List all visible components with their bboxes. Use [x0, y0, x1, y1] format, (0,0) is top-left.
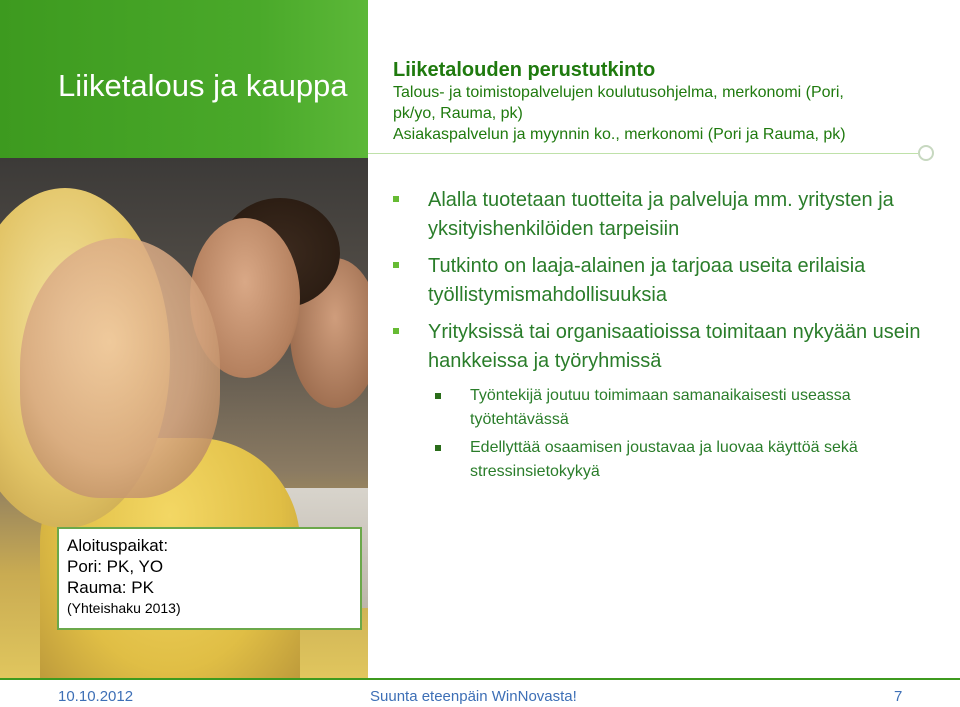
bullet-text: Yrityksissä tai organisaatioissa toimitaan nykyään usein hankkeissa ja työryhmissä: [428, 321, 921, 372]
info-rauma: Rauma: PK: [67, 578, 154, 597]
section-title: Liiketalous ja kauppa: [58, 68, 348, 103]
footer-date: 10.10.2012: [58, 688, 134, 705]
bullet-list: [393, 186, 953, 488]
square-sub-bullet-icon: [435, 445, 441, 451]
program-line-2: pk/yo, Rauma, pk): [393, 105, 523, 122]
square-bullet-icon: [393, 262, 399, 268]
bullet-text: Alalla tuotetaan tuotteita ja palveluja mm. yritysten ja yksityishenkilöiden tarpeisiin: [428, 189, 894, 240]
footer-slogan: Suunta eteenpäin WinNovasta!: [370, 688, 577, 705]
square-bullet-icon: [393, 328, 399, 334]
sub-bullet-text: Työntekijä joutuu toimimaan samanaikaisesti useassa työtehtävässä: [470, 387, 851, 428]
square-sub-bullet-icon: [435, 393, 441, 399]
program-line-3: Asiakaspalvelun ja myynnin ko., merkonomi (Pori ja Rauma, pk): [393, 126, 846, 143]
bullet-text: Tutkinto on laaja-alainen ja tarjoaa useita erilaisia työllistymismahdollisuuksia: [428, 255, 866, 306]
footer-divider: [0, 678, 960, 680]
info-note: (Yhteishaku 2013): [67, 600, 181, 616]
bullet-item: [393, 252, 953, 310]
info-pori: Pori: PK, YO: [67, 557, 164, 576]
slide-title: Liiketalouden perustutkinto: [393, 59, 656, 81]
header-divider: [368, 153, 918, 154]
slide-header: [393, 58, 953, 145]
sub-bullet-text: Edellyttää osaamisen joustavaa ja luovaa käyttöä sekä stressinsietokykyä: [470, 439, 858, 480]
bullet-item: [393, 186, 953, 244]
bullet-item: [393, 318, 953, 376]
page-number: 7: [894, 688, 903, 705]
sub-bullet-item: [435, 436, 953, 484]
admission-info-box: [57, 527, 362, 630]
info-heading: Aloituspaikat:: [67, 536, 169, 555]
program-line-1: Talous- ja toimistopalvelujen koulutusohjelma, merkonomi (Pori,: [393, 84, 844, 101]
square-bullet-icon: [393, 196, 399, 202]
sub-bullet-item: [435, 384, 953, 432]
circle-ornament-icon: [918, 145, 934, 161]
